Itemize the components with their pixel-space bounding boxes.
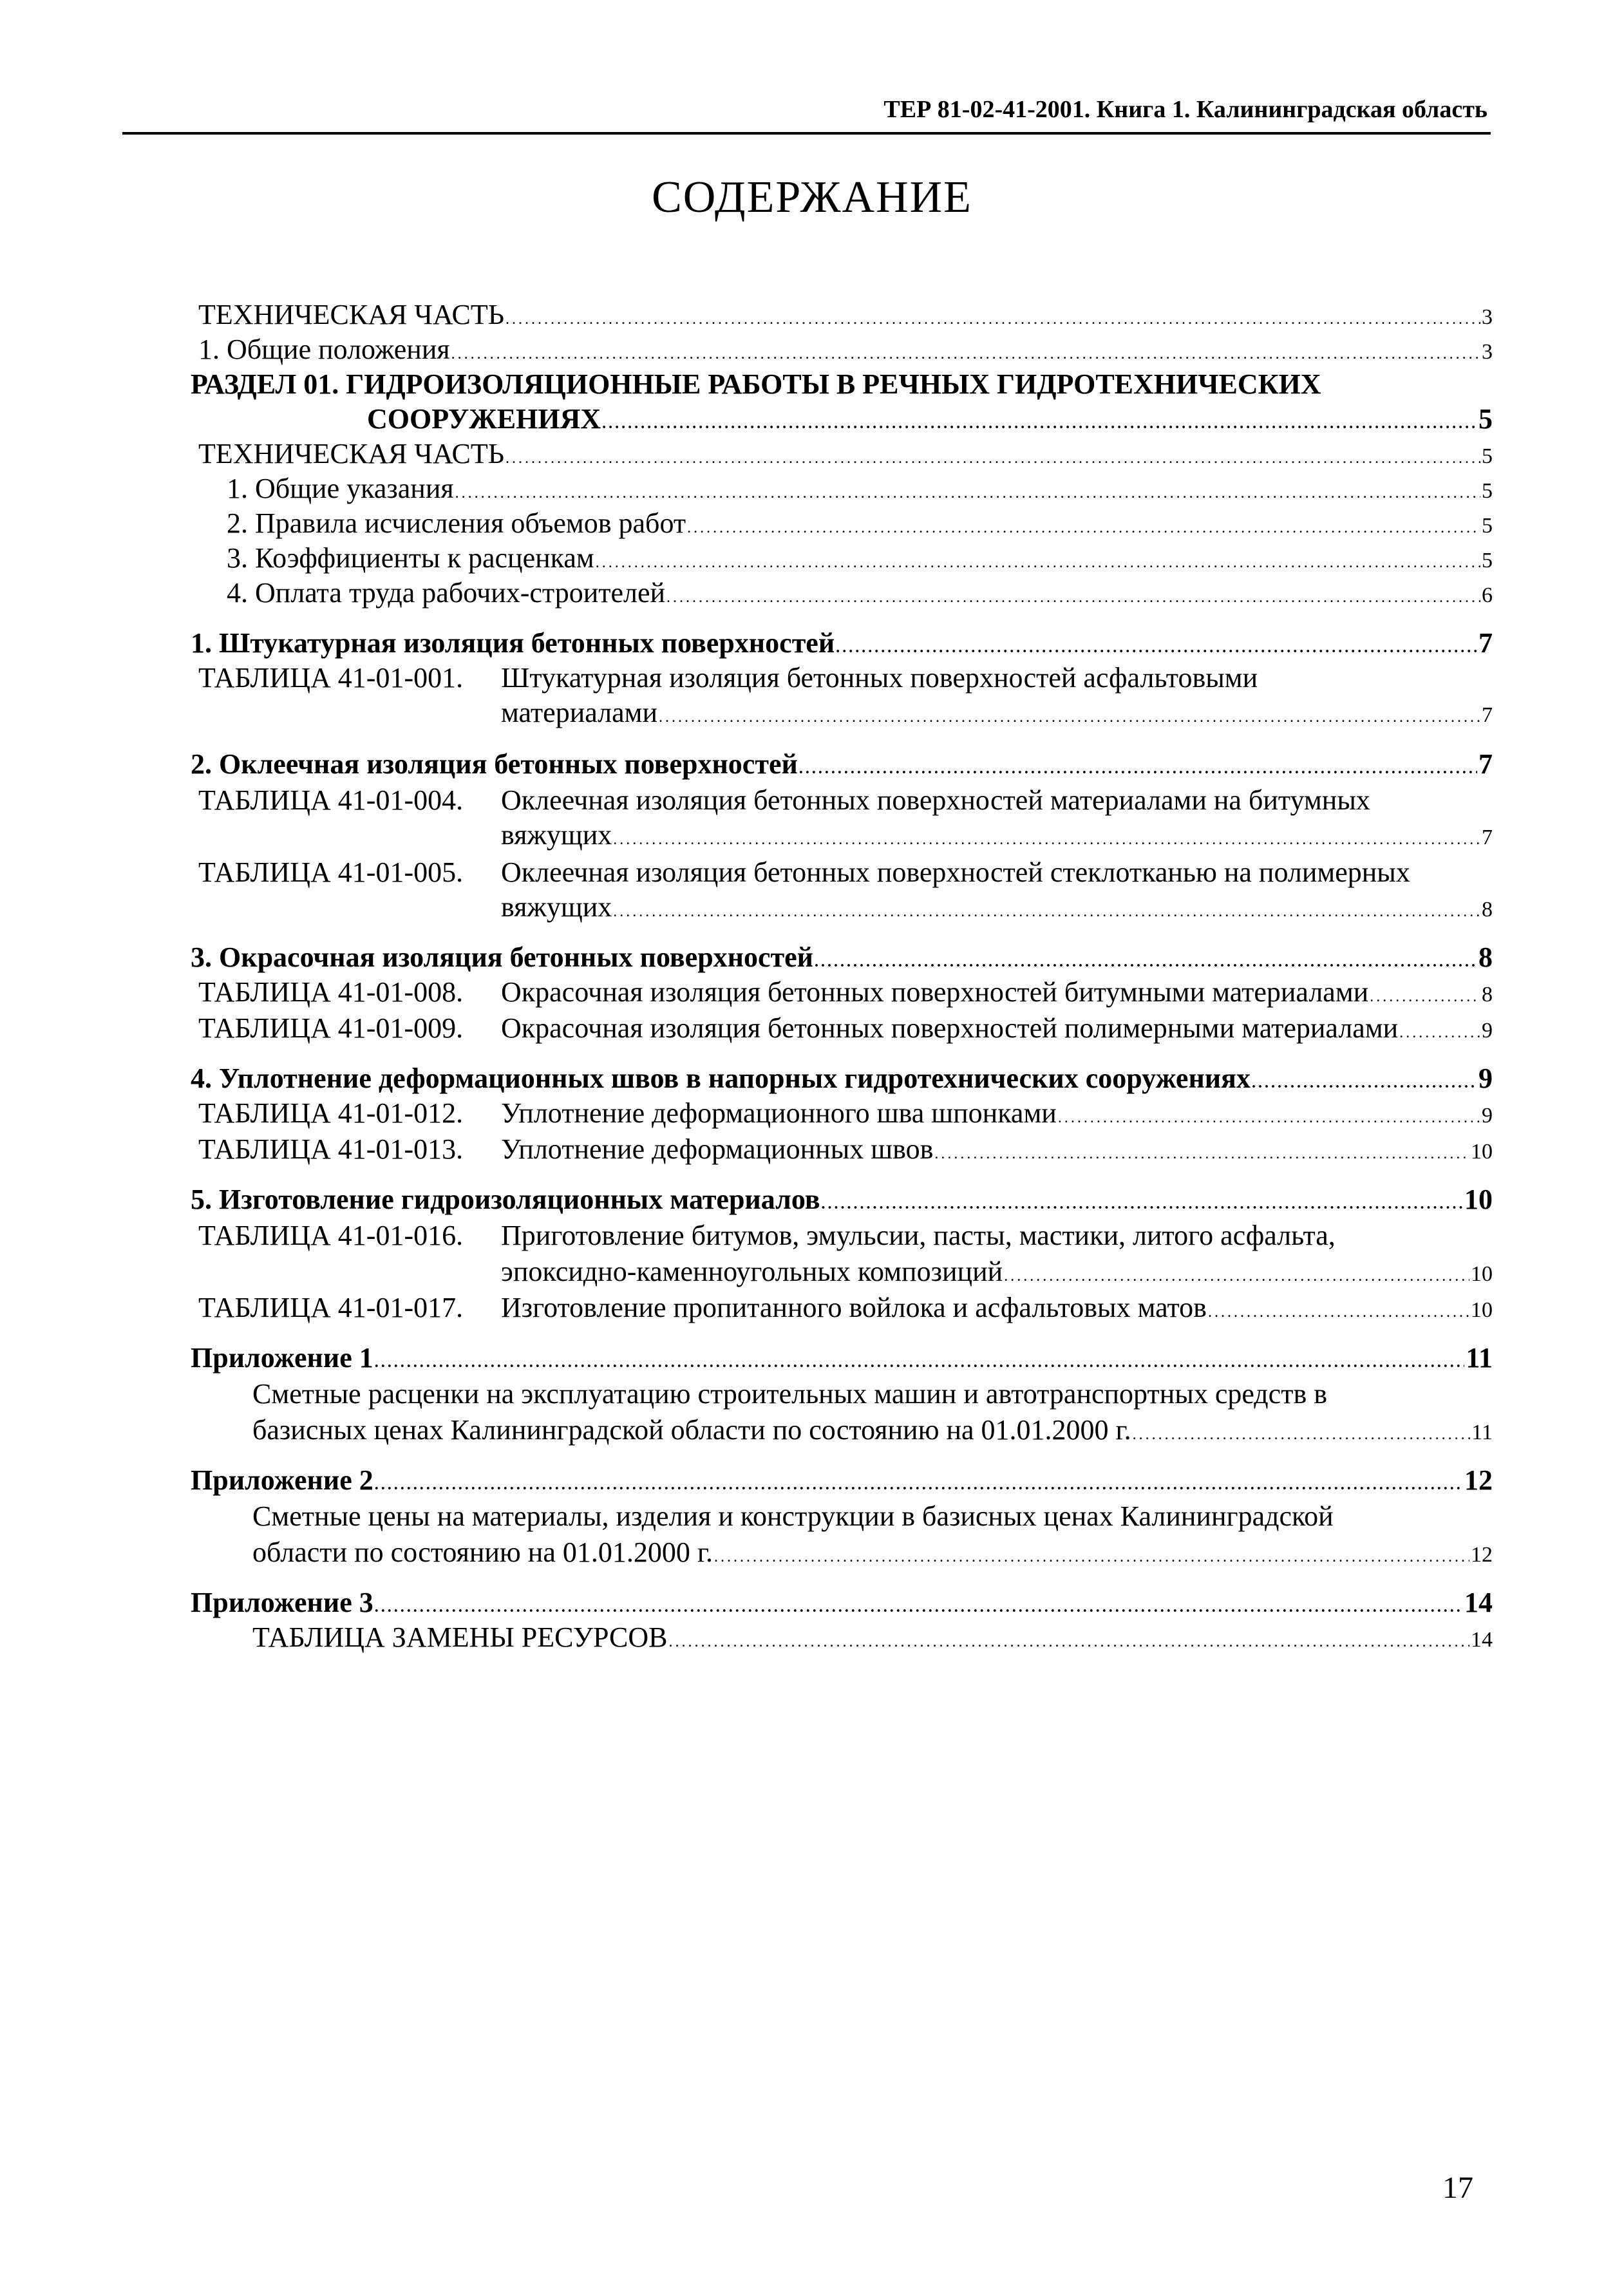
toc-entry-page: 11 (1466, 1342, 1493, 1374)
toc-entry-page: 7 (1482, 826, 1493, 849)
dot-leader (375, 1345, 1465, 1380)
toc-entry-label: 2. Правила исчисления объемов работ (227, 507, 686, 539)
toc-section-3[interactable] (191, 940, 1493, 979)
toc-table-41-01-004[interactable] (501, 818, 1493, 857)
dot-leader (1004, 1259, 1469, 1294)
toc-table-41-01-004-line1[interactable] (198, 783, 1370, 818)
table-title: Приготовление битумов, эмульсии, пасты, мастики, литого асфальта, (501, 1220, 1336, 1251)
page-title: СОДЕРЖАНИЕ (652, 173, 972, 222)
toc-entry-razdel-tech-part[interactable] (198, 437, 1493, 476)
toc-entry-page: 5 (1478, 403, 1493, 435)
dot-leader (505, 441, 1480, 476)
toc-entry-page: 12 (1464, 1464, 1493, 1496)
toc-entry-page: 9 (1482, 1019, 1493, 1043)
toc-table-41-01-013[interactable] (198, 1132, 1493, 1171)
dot-leader (714, 1540, 1469, 1574)
dot-leader (1058, 1101, 1480, 1135)
toc-entry-page: 7 (1482, 703, 1493, 727)
dot-leader (669, 1625, 1469, 1659)
toc-entry-label: базисных ценах Калининградской области по состоянию на 01.01.2000 г. (252, 1414, 1131, 1446)
toc-section-2[interactable] (191, 747, 1493, 786)
toc-entry-volume-rules[interactable] (227, 506, 1493, 545)
toc-entry-label: вяжущих (501, 819, 612, 851)
toc-entry-page: 9 (1478, 1063, 1493, 1094)
dot-leader (375, 1468, 1463, 1502)
toc-appendix-1[interactable] (191, 1341, 1493, 1380)
toc-entry-label (198, 1011, 1398, 1046)
toc-entry-razdel[interactable] (367, 402, 1493, 441)
toc-entry-label: 4. Оплата труда рабочих-строителей (227, 577, 666, 609)
toc-entry-page: 6 (1482, 583, 1493, 607)
toc-table-41-01-005-line1[interactable] (198, 855, 1410, 890)
toc-entry-general[interactable] (198, 332, 1493, 372)
table-code: ТАБЛИЦА 41-01-005. (198, 856, 464, 888)
toc-entry-page: 10 (1471, 1262, 1493, 1286)
toc-entry-page: 10 (1471, 1298, 1493, 1322)
table-title: Уплотнение деформационных швов (501, 1133, 934, 1165)
toc-table-41-01-008[interactable] (198, 975, 1493, 1014)
toc-entry-label: вяжущих (501, 891, 612, 923)
toc-entry-page: 9 (1482, 1104, 1493, 1128)
table-title: Оклеечная изоляция бетонных поверхностей стеклотканью на полимерных (501, 856, 1410, 888)
dot-leader (666, 580, 1480, 615)
toc-entry-page: 5 (1482, 444, 1493, 468)
toc-entry-page: 8 (1478, 941, 1493, 973)
toc-table-41-01-009[interactable] (198, 1011, 1493, 1050)
toc-entry-label: области по состоянию на 01.01.2000 г. (252, 1536, 713, 1568)
table-code: ТАБЛИЦА 41-01-016. (198, 1220, 464, 1251)
toc-entry-page: 5 (1482, 514, 1493, 538)
toc-entry-label (198, 1132, 933, 1167)
table-title: Оклеечная изоляция бетонных поверхностей материалами на битумных (501, 784, 1370, 816)
toc-entry-page: 10 (1471, 1140, 1493, 1164)
table-title: Штукатурная изоляция бетонных поверхностей асфальтовыми (501, 662, 1258, 694)
toc-entry-tech-part[interactable] (198, 298, 1493, 337)
dot-leader (613, 894, 1480, 929)
page-number: 17 (1442, 2171, 1473, 2205)
toc-entry-page: 14 (1464, 1587, 1493, 1618)
toc-entry-page: 8 (1482, 898, 1493, 921)
dot-leader (375, 1590, 1463, 1625)
table-title: Окрасочная изоляция бетонных поверхностей полимерными материалами (501, 1012, 1399, 1044)
table-code: ТАБЛИЦА 41-01-008. (198, 976, 464, 1008)
toc-section-4[interactable] (191, 1061, 1493, 1101)
toc-entry-label (198, 1096, 1057, 1131)
running-header: ТЕР 81-02-41-2001. Книга 1. Калининградская область (883, 96, 1487, 123)
toc-appendix-1-desc[interactable] (252, 1413, 1493, 1452)
dot-leader (1208, 1295, 1469, 1330)
toc-entry-page: 7 (1478, 748, 1493, 780)
dot-leader (815, 945, 1477, 979)
table-title: Изготовление пропитанного войлока и асфальтовых матов (501, 1292, 1207, 1323)
toc-appendix-3-desc[interactable] (252, 1620, 1493, 1659)
dot-leader (934, 1137, 1469, 1171)
toc-entry-page: 12 (1471, 1543, 1493, 1567)
table-code: ТАБЛИЦА 41-01-017. (198, 1292, 464, 1323)
toc-entry-label (198, 1290, 1207, 1325)
toc-table-41-01-017[interactable] (198, 1290, 1493, 1330)
dot-leader (659, 700, 1480, 735)
dot-leader (1399, 1016, 1480, 1050)
dot-leader (451, 337, 1480, 372)
toc-entry-label: 5. Изготовление гидроизоляционных материалов (191, 1184, 820, 1215)
toc-entry-page: 14 (1471, 1628, 1493, 1652)
toc-entry-label: Приложение 3 (191, 1587, 373, 1618)
toc-entry-label: 3. Окрасочная изоляция бетонных поверхностей (191, 941, 814, 973)
dot-leader (1133, 1417, 1471, 1452)
toc-entry-label: 4. Уплотнение деформационных швов в напорных гидротехнических сооружениях (191, 1063, 1251, 1094)
toc-entry-label: ТЕХНИЧЕСКАЯ ЧАСТЬ (198, 299, 505, 330)
dot-leader (799, 751, 1477, 786)
toc-entry-general-instructions[interactable] (227, 471, 1493, 511)
toc-entry-label: 1. Общие указания (227, 473, 454, 504)
toc-entry-label: эпоксидно-каменноугольных композиций (501, 1256, 1003, 1287)
dot-leader (822, 1187, 1463, 1222)
toc-entry-page: 8 (1482, 983, 1493, 1006)
table-title: Окрасочная изоляция бетонных поверхностей битумными материалами (501, 976, 1369, 1008)
table-code: ТАБЛИЦА 41-01-004. (198, 784, 464, 816)
toc-section-1[interactable] (191, 626, 1493, 665)
toc-entry-page: 10 (1464, 1184, 1493, 1215)
table-code: ТАБЛИЦА 41-01-012. (198, 1097, 464, 1129)
dot-leader (1252, 1066, 1477, 1101)
toc-entry-label (198, 975, 1368, 1010)
toc-entry-label: 2. Оклеечная изоляция бетонных поверхностей (191, 748, 798, 780)
table-title: Уплотнение деформационного шва шпонками (501, 1097, 1057, 1129)
dot-leader (836, 630, 1477, 665)
toc-table-41-01-016[interactable] (501, 1254, 1493, 1294)
toc-entry-page: 3 (1482, 340, 1493, 364)
toc-appendix-2-desc[interactable] (252, 1535, 1493, 1574)
toc-entry-coefficients[interactable] (227, 541, 1493, 580)
table-code: ТАБЛИЦА 41-01-013. (198, 1133, 464, 1165)
toc-entry-label: ТЕХНИЧЕСКАЯ ЧАСТЬ (198, 438, 505, 469)
toc-table-41-01-001-line1[interactable] (198, 661, 1258, 695)
toc-entry-label: ТАБЛИЦА ЗАМЕНЫ РЕСУРСОВ (252, 1621, 668, 1653)
appendix-2-desc-line1[interactable]: Сметные цены на материалы, изделия и конструкции в базисных ценах Калининградской (252, 1500, 1334, 1532)
toc-entry-page: 3 (1482, 305, 1493, 329)
toc-entry-label: материалами (501, 697, 658, 728)
dot-leader (1370, 979, 1480, 1014)
toc-table-41-01-012[interactable] (198, 1096, 1493, 1135)
table-code: ТАБЛИЦА 41-01-009. (198, 1012, 464, 1044)
dot-leader (596, 545, 1480, 580)
toc-entry-label: СООРУЖЕНИЯХ (367, 403, 601, 435)
toc-entry-label: Приложение 1 (191, 1342, 373, 1374)
toc-entry-labor-pay[interactable] (227, 576, 1493, 615)
toc-section-5[interactable] (191, 1182, 1493, 1222)
toc-table-41-01-005[interactable] (501, 890, 1493, 929)
dot-leader (687, 511, 1480, 545)
toc-entry-label: Приложение 2 (191, 1464, 373, 1496)
toc-entry-label: 1. Общие положения (198, 334, 450, 365)
dot-leader (613, 822, 1480, 857)
toc-entry-label: 1. Штукатурная изоляция бетонных поверхностей (191, 627, 835, 659)
toc-entry-page: 11 (1471, 1421, 1493, 1444)
toc-table-41-01-001[interactable] (501, 695, 1493, 735)
dot-leader (505, 302, 1480, 337)
toc-appendix-2[interactable] (191, 1463, 1493, 1502)
toc-entry-page: 5 (1482, 479, 1493, 503)
toc-appendix-3[interactable] (191, 1585, 1493, 1625)
toc-entry-page: 7 (1478, 627, 1493, 659)
toc-table-41-01-016-line1[interactable] (198, 1218, 1336, 1253)
dot-leader (455, 476, 1480, 511)
razdel-heading-line1[interactable]: РАЗДЕЛ 01. ГИДРОИЗОЛЯЦИОННЫЕ РАБОТЫ В РЕЧНЫХ ГИДРОТЕХНИЧЕСКИХ (191, 368, 1321, 400)
table-code: ТАБЛИЦА 41-01-001. (198, 662, 464, 694)
toc-entry-label: 3. Коэффициенты к расценкам (227, 542, 594, 574)
dot-leader (602, 406, 1477, 441)
appendix-1-desc-line1[interactable]: Сметные расценки на эксплуатацию строительных машин и автотранспортных средств в (252, 1378, 1327, 1410)
toc-entry-page: 5 (1482, 549, 1493, 572)
